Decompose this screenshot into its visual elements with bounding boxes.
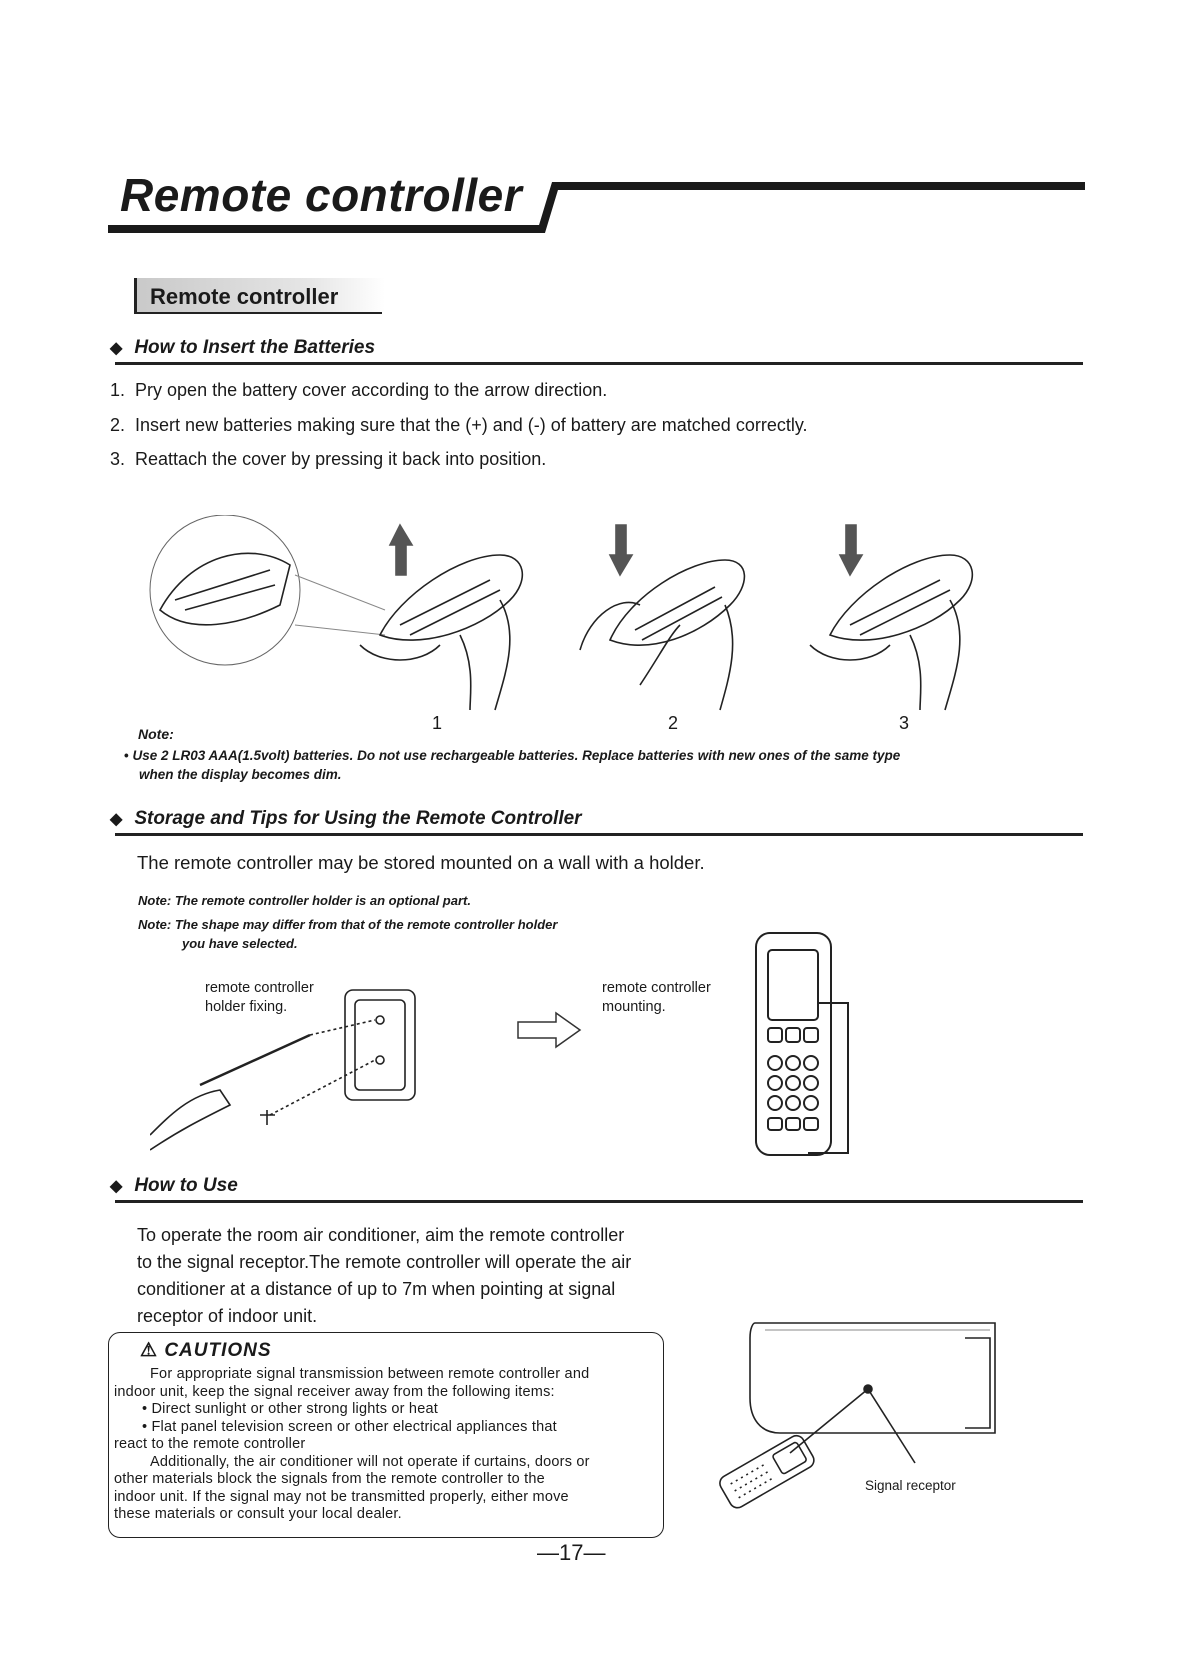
step-text: Reattach the cover by pressing it back into position. <box>135 449 547 469</box>
page-title: Remote controller <box>120 169 523 221</box>
dash-right: — <box>583 1540 606 1565</box>
storage-note-1: Note: The remote controller holder is an optional part. <box>138 893 471 908</box>
warning-triangle-icon: ⚠ <box>140 1340 159 1361</box>
cautions-title-text: CAUTIONS <box>164 1340 272 1361</box>
storage-heading <box>110 808 582 830</box>
caution-line: For appropriate signal transmission between remote controller and <box>150 1366 590 1382</box>
mounting-label-1: remote controller <box>602 980 711 996</box>
caution-line: • Flat panel television screen or other electrical appliances that <box>142 1418 557 1435</box>
storage-note-2-line-2: you have selected. <box>182 936 298 951</box>
batteries-note-label: Note: <box>138 726 174 742</box>
caution-line: indoor unit. If the signal may not be transmitted properly, either move <box>114 1488 569 1505</box>
storage-rule <box>115 833 1083 836</box>
battery-step-3 <box>110 449 546 470</box>
body-line: conditioner at a distance of up to 7m when pointing at signal <box>137 1279 616 1299</box>
diamond-bullet-icon: ◆ <box>110 1178 123 1195</box>
step-number: 1. <box>110 380 126 400</box>
page-number <box>537 1540 605 1566</box>
caution-line: • Direct sunlight or other strong lights or heat <box>142 1401 438 1417</box>
note-text: Use 2 LR03 AAA(1.5volt) batteries. Do not use rechargeable batteries. Replace batteries with new ones of the same type <box>132 748 901 763</box>
caution-line: Additionally, the air conditioner will not operate if curtains, doors or <box>150 1453 590 1470</box>
figure-label-1: 1 <box>432 713 443 733</box>
section-title-underline <box>134 312 382 314</box>
diamond-bullet-icon: ◆ <box>110 340 123 357</box>
battery-step-1 <box>110 380 607 401</box>
step-number: 2. <box>110 415 126 435</box>
battery-insertion-illustration <box>130 515 1080 715</box>
storage-heading-text: Storage and Tips for Using the Remote Controller <box>134 808 582 829</box>
indoor-unit-illustration <box>705 1318 1005 1538</box>
batteries-heading <box>110 337 375 359</box>
figure-label-3: 3 <box>899 713 910 733</box>
step-text: Insert new batteries making sure that the (+) and (-) of battery are matched correctly. <box>135 415 808 435</box>
holder-fixing-label-1: remote controller <box>205 980 314 996</box>
how-to-use-heading <box>110 1175 238 1197</box>
caution-line: other materials block the signals from the remote controller to the <box>114 1471 545 1487</box>
storage-intro: The remote controller may be stored mounted on a wall with a holder. <box>137 852 705 873</box>
body-line: receptor of indoor unit. <box>137 1306 318 1326</box>
section-title: Remote controller <box>150 284 339 309</box>
batteries-note-line-1 <box>124 748 900 763</box>
body-line: to the signal receptor.The remote controller will operate the air <box>137 1252 632 1272</box>
caution-line: react to the remote controller <box>114 1436 306 1452</box>
body-line: To operate the room air conditioner, aim the remote controller <box>137 1225 625 1245</box>
signal-receptor-label: Signal receptor <box>865 1478 956 1493</box>
small-bullet-icon: • <box>124 748 129 763</box>
cautions-text <box>114 1366 666 1524</box>
right-arrow-icon <box>516 1010 586 1050</box>
batteries-note-line-2: when the display becomes dim. <box>139 767 342 782</box>
caution-line: indoor unit, keep the signal receiver away from the following items: <box>114 1383 555 1400</box>
page-number-text: 17 <box>559 1540 584 1565</box>
caution-line: these materials or consult your local dealer. <box>114 1506 402 1522</box>
mounting-label-2: mounting. <box>602 999 666 1015</box>
batteries-rule <box>115 362 1083 365</box>
how-to-use-heading-text: How to Use <box>134 1175 238 1196</box>
holder-fixing-label-2: holder fixing. <box>205 999 288 1015</box>
step-number: 3. <box>110 449 126 469</box>
mounted-remote-illustration <box>748 928 858 1163</box>
dash-left: — <box>537 1540 559 1565</box>
diamond-bullet-icon: ◆ <box>110 811 123 828</box>
battery-step-2 <box>110 415 808 436</box>
holder-fixing-illustration <box>150 985 440 1155</box>
storage-note-2-line-1: Note: The shape may differ from that of the remote controller holder <box>138 917 558 932</box>
batteries-heading-text: How to Insert the Batteries <box>134 337 376 358</box>
cautions-title <box>140 1339 272 1362</box>
how-to-use-body <box>137 1222 631 1330</box>
figure-label-2: 2 <box>668 713 679 733</box>
title-rule <box>0 0 1204 260</box>
how-to-use-rule <box>115 1200 1083 1203</box>
step-text: Pry open the battery cover according to the arrow direction. <box>135 380 608 400</box>
